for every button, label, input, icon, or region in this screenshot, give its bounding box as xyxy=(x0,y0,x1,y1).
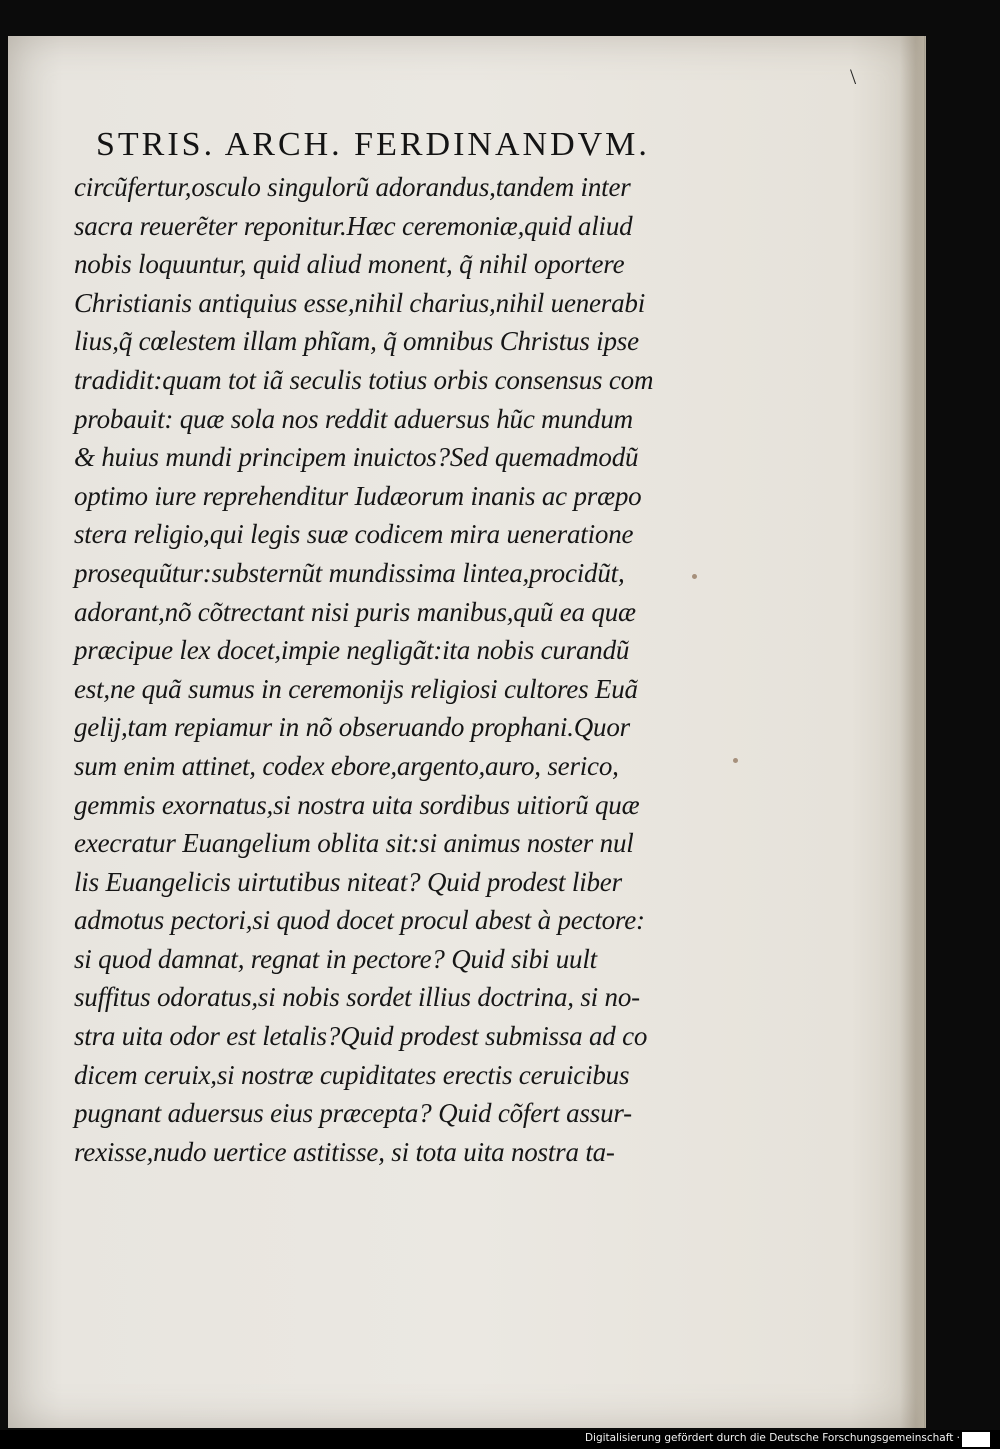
text-line: sum enim attinet, codex ebore,argento,auro, serico, xyxy=(74,750,619,781)
body-text xyxy=(74,168,684,1171)
text-line: Christianis antiquius esse,nihil charius,nihil uenerabi xyxy=(74,287,646,318)
text-line: tradidit:quam tot iã seculis totius orbis consensus com xyxy=(74,364,654,395)
text-line: præcipue lex docet,impie negligãt:ita nobis curandũ xyxy=(74,635,630,666)
dfg-logo xyxy=(962,1432,990,1447)
running-head: STRIS. ARCH. FERDINANDVM. xyxy=(96,126,650,163)
text-line: sacra reuerẽter reponitur.Hæc ceremoniæ,quid aliud xyxy=(74,210,633,241)
text-line: stra uita odor est letalis?Quid prodest submissa ad co xyxy=(74,1021,648,1052)
text-line: suffitus odoratus,si nobis sordet illius doctrina, si no- xyxy=(74,982,640,1013)
text-line: admotus pectori,si quod docet procul abest à pectore: xyxy=(74,905,645,936)
corner-mark: \ xyxy=(850,64,857,89)
text-line: si quod damnat, regnat in pectore? Quid sibi uult xyxy=(74,943,597,974)
page-edge-shadow xyxy=(900,36,926,1428)
text-line: gelij,tam repiamur in nõ obseruando prophani.Quor xyxy=(74,712,630,743)
paper-spot xyxy=(733,758,738,763)
text-line: nobis loquuntur, quid aliud monent, q̃ nihil oportere xyxy=(74,249,625,280)
text-line: lius,q̃ cœlestem illam phĩam, q̃ omnibus Christus ipse xyxy=(74,326,639,357)
text-line: est,ne quã sumus in ceremonijs religiosi cultores Euã xyxy=(74,673,638,704)
text-line: dicem ceruix,si nostræ cupiditates erectis ceruicibus xyxy=(74,1059,630,1090)
paper-spot xyxy=(692,574,697,579)
text-line: probauit: quæ sola nos reddit aduersus hũc mundum xyxy=(74,403,633,434)
text-line: prosequũtur:substernũt mundissima lintea,procidũt, xyxy=(74,557,625,588)
text-line: rexisse,nudo uertice astitisse, si tota uita nostra ta- xyxy=(74,1136,615,1167)
text-line: execratur Euangelium oblita sit:si animus noster nul xyxy=(74,828,634,859)
funding-credit: Digitalisierung gefördert durch die Deutsche Forschungsgemeinschaft · xyxy=(584,1432,960,1444)
text-line: lis Euangelicis uirtutibus niteat? Quid prodest liber xyxy=(74,866,622,897)
text-line: pugnant aduersus eius præcepta? Quid cõfert assur- xyxy=(74,1098,632,1129)
text-line: circũfertur,osculo singulorũ adorandus,tandem inter xyxy=(74,172,631,202)
text-line: gemmis exornatus,si nostra uita sordibus uitiorũ quæ xyxy=(74,789,640,820)
text-line: optimo iure reprehenditur Iudæorum inanis ac præpo xyxy=(74,480,642,511)
text-line: adorant,nõ cõtrectant nisi puris manibus,quũ ea quæ xyxy=(74,596,636,627)
text-line: & huius mundi principem inuictos?Sed quemadmodũ xyxy=(74,442,639,473)
text-line: stera religio,qui legis suæ codicem mira ueneratione xyxy=(74,519,634,550)
